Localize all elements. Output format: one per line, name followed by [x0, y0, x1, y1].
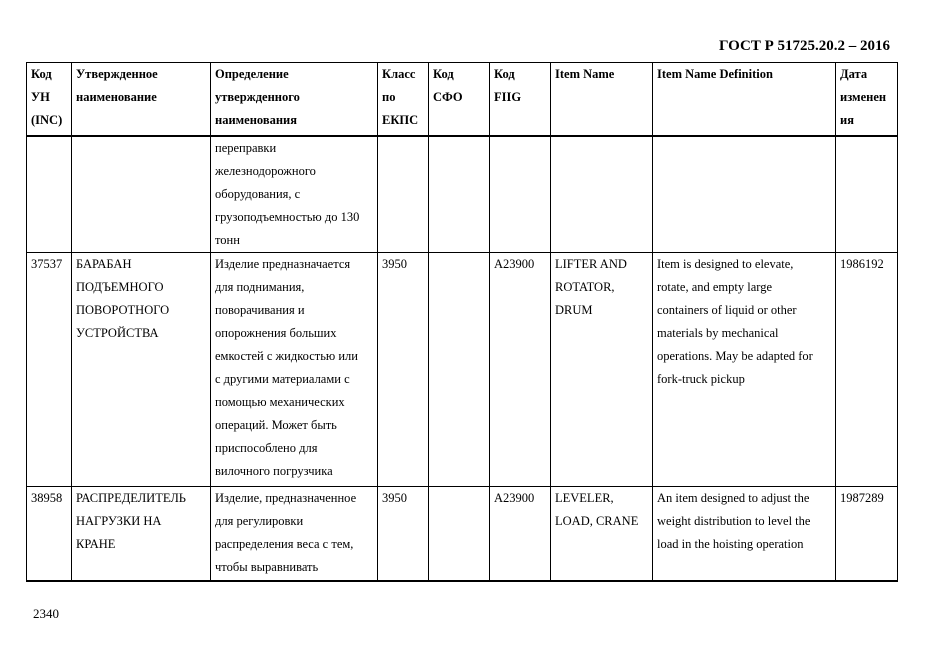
cell-sfo: [429, 487, 490, 581]
document-standard-title: ГОСТ Р 51725.20.2 – 2016: [718, 38, 890, 54]
cell-item-name: [551, 136, 653, 253]
cell-name: РАСПРЕДЕЛИТЕЛЬ НАГРУЗКИ НА КРАНЕ: [72, 487, 211, 581]
column-header-name: Утвержденное наименование: [72, 63, 211, 136]
column-header-change-date: Дата изменен ия: [836, 63, 898, 136]
cell-change-date: [836, 136, 898, 253]
cell-code: 38958: [27, 487, 72, 581]
cell-item-name: LIFTER AND ROTATOR, DRUM: [551, 253, 653, 487]
column-header-item-name: Item Name: [551, 63, 653, 136]
cell-item-name-definition: [653, 136, 836, 253]
cell-change-date: 1987289: [836, 487, 898, 581]
cell-definition: переправки железнодорожного оборудования, с грузоподъемностью до 130 тонн: [211, 136, 378, 253]
cell-sfo: [429, 253, 490, 487]
cell-class: [378, 136, 429, 253]
table-row: [27, 487, 898, 581]
column-header-sfo: Код СФО: [429, 63, 490, 136]
table-row: [27, 136, 898, 253]
cell-code: [27, 136, 72, 253]
cell-definition: Изделие, предназначенное для регулировки распределения веса с тем, чтобы выравнивать: [211, 487, 378, 581]
cell-name: БАРАБАН ПОДЪЕМНОГО ПОВОРОТНОГО УСТРОЙСТВА: [72, 253, 211, 487]
cell-item-name: LEVELER, LOAD, CRANE: [551, 487, 653, 581]
catalog-table: [26, 62, 898, 582]
cell-fiig: [490, 136, 551, 253]
table-body: [27, 136, 898, 581]
cell-class: 3950: [378, 253, 429, 487]
cell-sfo: [429, 136, 490, 253]
cell-item-name-definition: Item is designed to elevate, rotate, and empty large containers of liquid or other materials by mechanical operations. May be adapted for fork-truck pickup: [653, 253, 836, 487]
cell-definition: Изделие предназначается для поднимания, поворачивания и опорожнения больших емкостей с жидкостью или с другими материалами с помощью механических операций. Может быть приспособлено для вилочного погрузчика: [211, 253, 378, 487]
cell-fiig: A23900: [490, 253, 551, 487]
cell-name: [72, 136, 211, 253]
cell-code: 37537: [27, 253, 72, 487]
column-header-class: Класс по ЕКПС: [378, 63, 429, 136]
column-header-code: Код УН (INC): [27, 63, 72, 136]
table-row: [27, 253, 898, 487]
cell-item-name-definition: An item designed to adjust the weight distribution to level the load in the hoisting operation: [653, 487, 836, 581]
column-header-fiig: Код FIIG: [490, 63, 551, 136]
cell-fiig: A23900: [490, 487, 551, 581]
table-header-row: [27, 63, 898, 136]
page-number: 2340: [33, 606, 59, 621]
cell-change-date: 1986192: [836, 253, 898, 487]
column-header-definition: Определение утвержденного наименования: [211, 63, 378, 136]
cell-class: 3950: [378, 487, 429, 581]
column-header-item-name-definition: Item Name Definition: [653, 63, 836, 136]
